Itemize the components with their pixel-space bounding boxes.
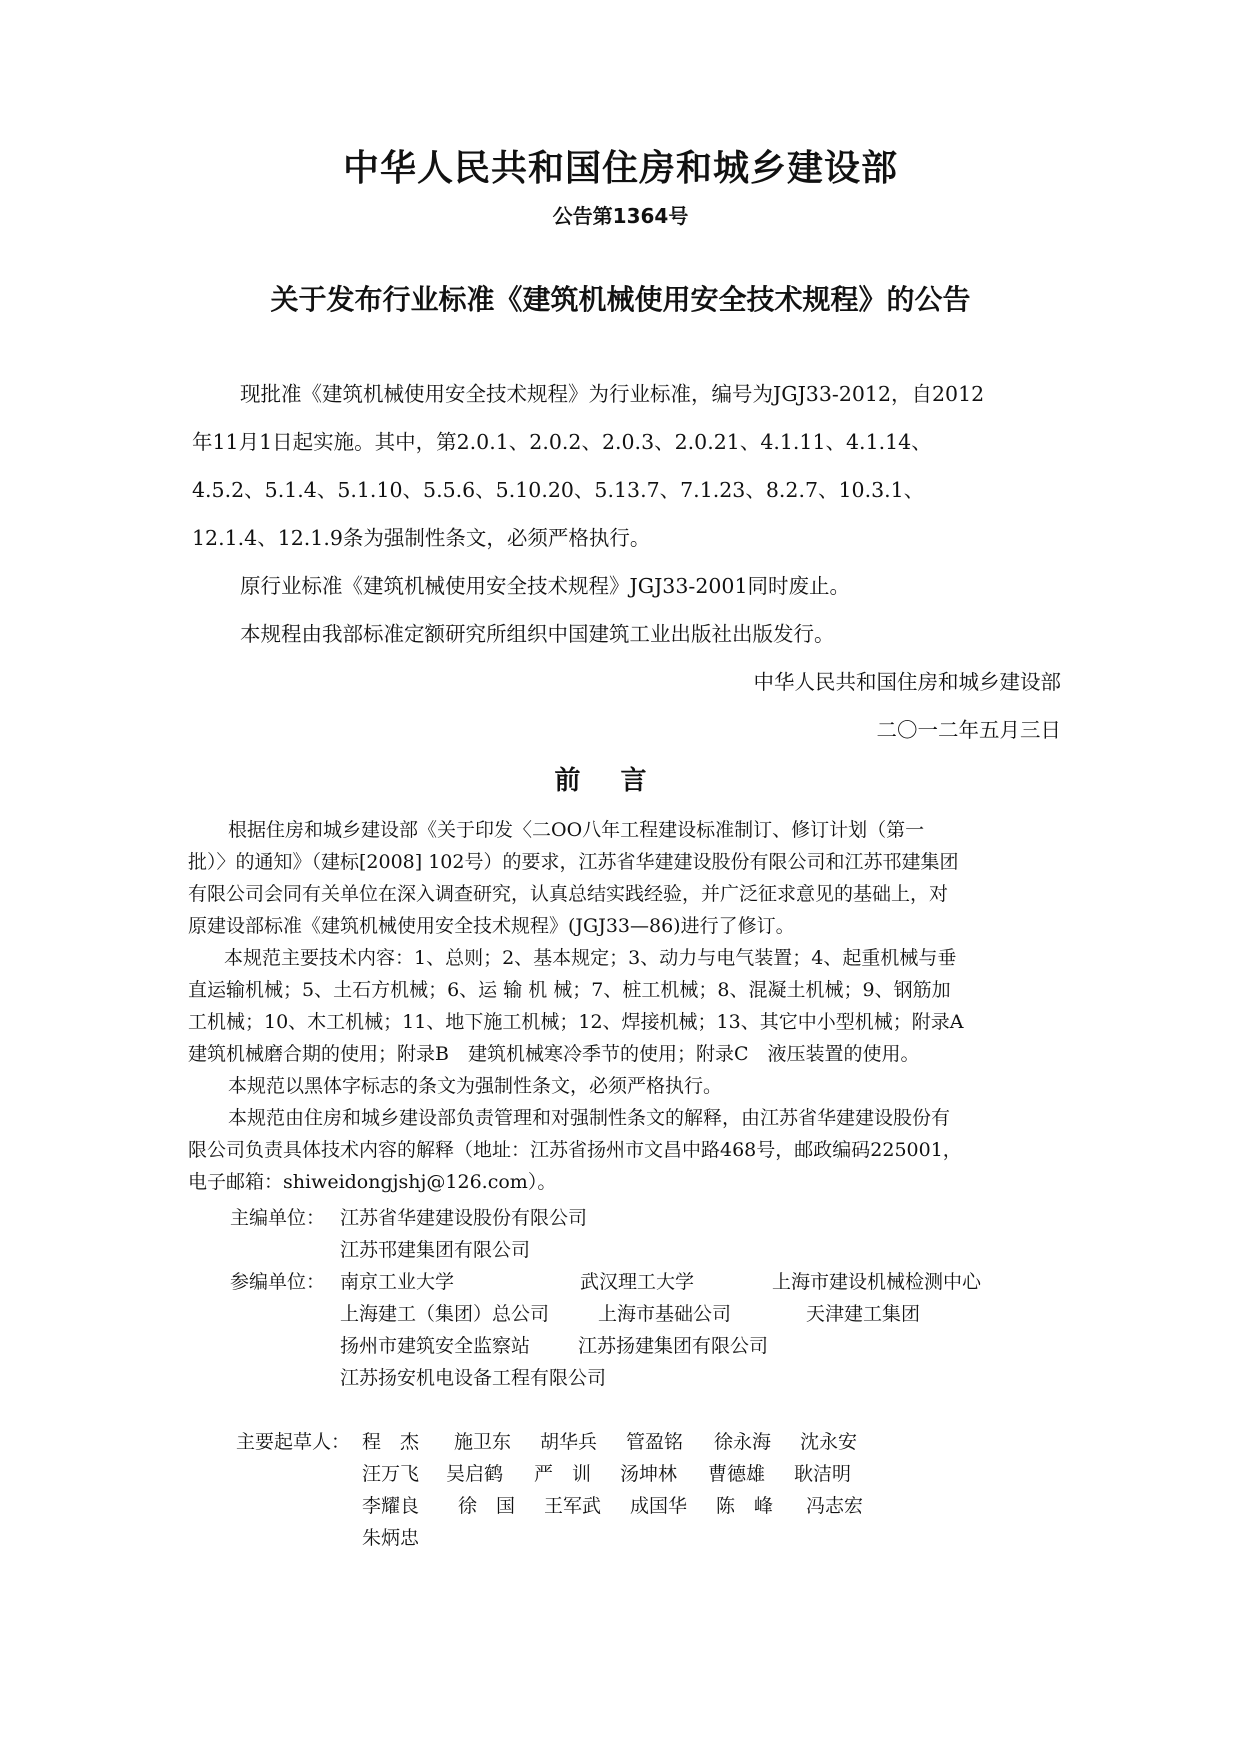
preface-line: 有限公司会同有关单位在深入调查研究，认真总结实践经验，并广泛征求意见的基础上，对 — [188, 883, 949, 905]
drafter-name: 陈 峰 — [716, 1495, 774, 1517]
preface-line: 原建设部标准《建筑机械使用安全技术规程》(JGJ33—86)进行了修订。 — [188, 915, 795, 937]
drafters-label: 主要起草人： — [236, 1431, 351, 1453]
chief-unit: 江苏邗建集团有限公司 — [340, 1239, 531, 1261]
preface-line: 根据住房和城乡建设部《关于印发〈二OO八年工程建设标准制订、修订计划（第一 — [228, 819, 925, 841]
drafter-name: 冯志宏 — [806, 1495, 864, 1517]
co-unit: 上海市基础公司 — [598, 1303, 732, 1325]
preface-line: 本规范以黑体字标志的条文为强制性条文，必须严格执行。 — [228, 1075, 723, 1097]
co-unit: 江苏扬建集团有限公司 — [578, 1335, 769, 1357]
co-units-label: 参编单位： — [230, 1271, 326, 1293]
co-unit: 上海市建设机械检测中心 — [772, 1271, 982, 1293]
ministry-title: 中华人民共和国住房和城乡建设部 — [342, 148, 898, 189]
co-unit: 南京工业大学 — [340, 1271, 455, 1293]
drafter-name: 徐 国 — [458, 1495, 516, 1517]
co-unit: 上海建工（集团）总公司 — [340, 1303, 550, 1325]
notice-number: 公告第1364号 — [552, 204, 689, 228]
preface-line: 限公司负责具体技术内容的解释（地址：江苏省扬州市文昌中路468号，邮政编码225001， — [188, 1139, 962, 1161]
drafter-name: 汤坤林 — [620, 1463, 678, 1485]
announcement-signature: 中华人民共和国住房和城乡建设部 — [753, 670, 1061, 694]
drafter-name: 严 训 — [534, 1463, 592, 1485]
co-unit: 武汉理工大学 — [580, 1271, 695, 1293]
co-unit: 扬州市建筑安全监察站 — [340, 1335, 531, 1357]
drafter-name: 徐永海 — [714, 1431, 772, 1453]
preface-line: 直运输机械；5、土石方机械；6、运 输 机 械；7、桩工机械；8、混凝土机械；9、钢筋加 — [188, 979, 951, 1001]
chief-units-label: 主编单位： — [230, 1207, 326, 1229]
drafter-name: 曹德雄 — [708, 1463, 766, 1485]
drafter-name: 程 杰 — [362, 1431, 420, 1453]
drafter-name: 吴启鹤 — [446, 1463, 504, 1485]
announcement-date: 二〇一二年五月三日 — [876, 718, 1061, 742]
co-unit: 天津建工集团 — [806, 1303, 921, 1325]
drafter-name: 王军武 — [544, 1495, 602, 1517]
drafter-name: 耿洁明 — [794, 1463, 852, 1485]
announcement-line: 现批准《建筑机械使用安全技术规程》为行业标准，编号为JGJ33-2012，自2012 — [240, 382, 985, 406]
announcement-body — [192, 370, 1072, 658]
preface-line: 批）〉的通知》（建标[2008] 102号）的要求，江苏省华建建设股份有限公司和江苏邗建集团 — [188, 851, 959, 873]
preface-body — [188, 814, 1068, 1198]
drafter-name: 汪万飞 — [362, 1463, 420, 1485]
announcement-line: 原行业标准《建筑机械使用安全技术规程》JGJ33-2001同时废止。 — [240, 574, 850, 598]
chief-unit: 江苏省华建建设股份有限公司 — [340, 1207, 588, 1229]
drafter-name: 朱炳忠 — [362, 1527, 420, 1549]
announcement-line: 4.5.2、5.1.4、5.1.10、5.5.6、5.10.20、5.13.7、7.1.23、8.2.7、10.3.1、 — [192, 478, 925, 502]
preface-line: 工机械；10、木工机械；11、地下施工机械；12、焊接机械；13、其它中小型机械；附录A — [188, 1011, 964, 1033]
drafter-name: 李耀良 — [362, 1495, 420, 1517]
preface-heading: 前言 — [554, 766, 687, 796]
drafter-name: 施卫东 — [454, 1431, 512, 1453]
announcement-line: 12.1.4、12.1.9条为强制性条文，必须严格执行。 — [192, 526, 651, 550]
preface-line: 本规范由住房和城乡建设部负责管理和对强制性条文的解释，由江苏省华建建设股份有 — [228, 1107, 951, 1129]
preface-line: 电子邮箱：shiweidongjshj@126.com）。 — [188, 1171, 557, 1193]
preface-line: 建筑机械磨合期的使用；附录B 建筑机械寒冷季节的使用；附录C 液压装置的使用。 — [188, 1043, 920, 1065]
drafter-name: 管盈铭 — [626, 1431, 684, 1453]
co-unit: 江苏扬安机电设备工程有限公司 — [340, 1367, 607, 1389]
notice-title: 关于发布行业标准《建筑机械使用安全技术规程》的公告 — [270, 283, 971, 316]
drafter-name: 成国华 — [630, 1495, 688, 1517]
drafter-name: 胡华兵 — [540, 1431, 598, 1453]
announcement-line: 本规程由我部标准定额研究所组织中国建筑工业出版社出版发行。 — [240, 622, 835, 646]
drafter-name: 沈永安 — [800, 1431, 858, 1453]
announcement-line: 年11月1日起实施。其中，第2.0.1、2.0.2、2.0.3、2.0.21、4.1.11、4.1.14、 — [192, 430, 932, 454]
preface-line: 本规范主要技术内容：1、总则；2、基本规定；3、动力与电气装置；4、起重机械与垂 — [224, 947, 957, 969]
